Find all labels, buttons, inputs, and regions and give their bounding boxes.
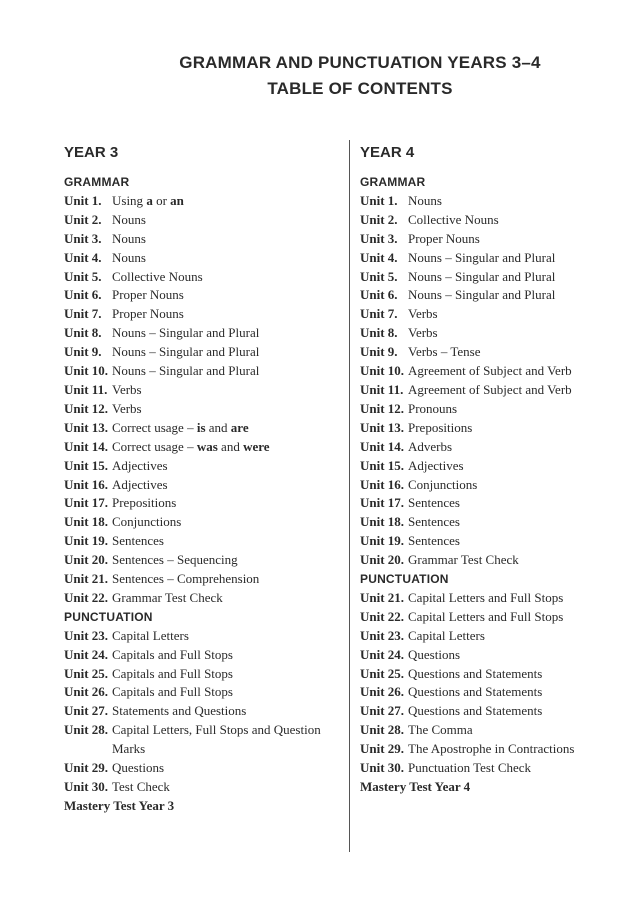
year-4-grammar-label: GRAMMAR: [360, 175, 426, 189]
unit-topic: Nouns – Singular and Plural: [408, 249, 556, 265]
unit-number: Unit 18.: [64, 514, 109, 530]
unit-topic: Verbs – Tense: [408, 344, 481, 360]
toc-entry: [64, 457, 344, 476]
unit-number: Unit 4.: [360, 249, 398, 265]
toc-entry: [360, 476, 630, 495]
unit-number: Unit 9.: [64, 344, 102, 360]
unit-topic: Grammar Test Check: [112, 589, 223, 605]
unit-number: Unit 21.: [360, 589, 405, 605]
unit-topic: Sentences – Sequencing: [112, 552, 238, 568]
toc-entry: [360, 381, 630, 400]
unit-number: Unit 27.: [64, 703, 109, 719]
toc-entry: [360, 721, 630, 740]
unit-topic: Capitals and Full Stops: [112, 684, 233, 700]
toc-entry: [64, 400, 344, 419]
toc-entry: [64, 476, 344, 495]
unit-number: Unit 8.: [64, 325, 102, 341]
unit-topic: Nouns – Singular and Plural: [408, 287, 556, 303]
unit-topic: Nouns – Singular and Plural: [112, 325, 260, 341]
unit-number: Unit 5.: [360, 268, 398, 284]
toc-entry: [360, 457, 630, 476]
unit-number: Unit 6.: [360, 287, 398, 303]
unit-topic: Marks: [112, 741, 146, 757]
unit-number: Unit 24.: [360, 646, 405, 662]
unit-number: Unit 20.: [360, 552, 405, 568]
unit-topic: Nouns: [112, 211, 146, 227]
toc-entry: [360, 362, 630, 381]
year-4-mastery-test: Mastery Test Year 4: [360, 779, 471, 794]
unit-number: Unit 6.: [64, 287, 102, 303]
unit-topic: Agreement of Subject and Verb: [408, 381, 572, 397]
unit-topic: Capital Letters: [408, 627, 485, 643]
unit-number: Unit 1.: [64, 192, 102, 208]
year-3-punctuation-list: [64, 627, 344, 797]
unit-number: Unit 17.: [64, 495, 109, 511]
unit-number: Unit 26.: [360, 684, 405, 700]
unit-number: Unit 25.: [64, 665, 109, 681]
unit-topic: Collective Nouns: [112, 268, 203, 284]
unit-number: Unit 12.: [64, 400, 109, 416]
unit-topic: Capitals and Full Stops: [112, 665, 233, 681]
unit-topic: Nouns: [112, 249, 146, 265]
unit-topic: Collective Nouns: [408, 211, 499, 227]
toc-entry: [360, 627, 630, 646]
toc-entry: [360, 665, 630, 684]
toc-entry: [64, 381, 344, 400]
unit-number: Unit 7.: [64, 306, 102, 322]
year-3-grammar-list: [64, 192, 344, 608]
toc-entry: [64, 438, 344, 457]
unit-number: Unit 23.: [64, 627, 109, 643]
toc-entry: [64, 286, 344, 305]
unit-topic: Capitals and Full Stops: [112, 646, 233, 662]
toc-entry: [64, 513, 344, 532]
toc-entry: [360, 268, 630, 287]
unit-number: Unit 17.: [360, 495, 405, 511]
toc-entry: [64, 740, 344, 759]
unit-number: Unit 28.: [360, 722, 405, 738]
unit-topic: Test Check: [112, 779, 170, 794]
toc-entry: [64, 192, 344, 211]
unit-topic: Capital Letters and Full Stops: [408, 608, 564, 624]
toc-entry: [64, 324, 344, 343]
toc-entry: [360, 400, 630, 419]
toc-entry: [360, 324, 630, 343]
unit-number: Unit 19.: [360, 533, 405, 549]
toc-entry: [64, 230, 344, 249]
unit-number: Unit 22.: [360, 608, 405, 624]
toc-entry: [64, 305, 344, 324]
unit-number: Unit 20.: [64, 552, 109, 568]
unit-number: Unit 25.: [360, 665, 405, 681]
toc-entry: [64, 646, 344, 665]
unit-number: Unit 26.: [64, 684, 109, 700]
unit-number: Unit 15.: [360, 457, 405, 473]
unit-number: Unit 9.: [360, 344, 398, 360]
title-line-2: TABLE OF CONTENTS: [267, 79, 453, 98]
unit-topic: Questions and Statements: [408, 703, 543, 719]
year-4-punctuation-list: [360, 589, 630, 778]
toc-entry: [360, 608, 630, 627]
toc-entry: [360, 759, 630, 778]
unit-number: Unit 22.: [64, 589, 109, 605]
unit-number: Unit 3.: [360, 230, 398, 246]
unit-topic: Conjunctions: [408, 476, 478, 492]
unit-topic: Correct usage – is and are: [112, 419, 249, 435]
unit-topic: Statements and Questions: [112, 703, 247, 719]
unit-topic: Adjectives: [112, 476, 168, 492]
toc-entry: [64, 362, 344, 381]
unit-topic: Grammar Test Check: [408, 552, 519, 568]
unit-topic: Correct usage – was and were: [112, 438, 270, 454]
toc-entry: [360, 343, 630, 362]
unit-topic: Questions and Statements: [408, 665, 543, 681]
toc-entry: [360, 230, 630, 249]
toc-entry: [360, 513, 630, 532]
unit-number: Unit 15.: [64, 457, 109, 473]
toc-entry: [64, 721, 344, 740]
year-4-heading: YEAR 4: [360, 144, 415, 161]
unit-topic: Sentences: [408, 533, 460, 549]
toc-entry: [64, 343, 344, 362]
unit-topic: Adjectives: [112, 457, 168, 473]
unit-number: Unit 2.: [64, 211, 102, 227]
year-3-column: [64, 143, 344, 816]
unit-number: Unit 12.: [360, 400, 405, 416]
unit-number: Unit 30.: [64, 779, 109, 794]
unit-number: Unit 24.: [64, 646, 109, 662]
unit-topic: Verbs: [408, 306, 438, 322]
unit-number: Unit 10.: [360, 363, 405, 379]
unit-number: Unit 18.: [360, 514, 405, 530]
unit-number: Unit 11.: [360, 381, 404, 397]
toc-entry: [360, 192, 630, 211]
unit-topic: Using a or an: [112, 192, 184, 208]
unit-topic: Verbs: [112, 400, 142, 416]
unit-topic: Capital Letters, Full Stops and Question: [112, 722, 321, 738]
unit-number: Unit 5.: [64, 268, 102, 284]
year-3-punctuation-label: PUNCTUATION: [64, 609, 153, 624]
unit-number: Unit 1.: [360, 192, 398, 208]
unit-topic: Nouns: [408, 192, 442, 208]
unit-topic: Proper Nouns: [112, 306, 184, 322]
unit-number: Unit 28.: [64, 722, 109, 738]
toc-entry: [360, 249, 630, 268]
unit-number: Unit 7.: [360, 306, 398, 322]
unit-topic: Nouns – Singular and Plural: [112, 344, 260, 360]
toc-entry: [360, 211, 630, 230]
unit-topic: Sentences: [408, 514, 460, 530]
unit-number: Unit 2.: [360, 211, 398, 227]
toc-entry: [64, 211, 344, 230]
toc-entry: [360, 438, 630, 457]
year-4-punctuation-label: PUNCTUATION: [360, 572, 449, 587]
unit-topic: Capital Letters and Full Stops: [408, 589, 564, 605]
unit-topic: Agreement of Subject and Verb: [408, 363, 572, 379]
unit-topic: Adjectives: [408, 457, 464, 473]
unit-topic: Capital Letters: [112, 627, 189, 643]
unit-number: Unit 29.: [360, 741, 405, 757]
unit-topic: The Apostrophe in Contractions: [408, 741, 575, 757]
unit-number: Unit 19.: [64, 533, 109, 549]
unit-topic: Nouns – Singular and Plural: [408, 268, 556, 284]
document-title: [160, 50, 560, 102]
unit-topic: Proper Nouns: [112, 287, 184, 303]
unit-number: Unit 21.: [64, 571, 109, 587]
toc-entry: [64, 589, 344, 608]
column-divider: [349, 140, 350, 852]
unit-number: Unit 10.: [64, 363, 109, 379]
unit-number: Unit 23.: [360, 627, 405, 643]
toc-entry: [64, 268, 344, 287]
toc-entry: [360, 740, 630, 759]
toc-entry: [360, 286, 630, 305]
unit-number: Unit 13.: [64, 419, 109, 435]
toc-entry: [64, 759, 344, 778]
unit-topic: Sentences – Comprehension: [112, 571, 260, 587]
toc-entry: [64, 494, 344, 513]
toc-entry: [360, 551, 630, 570]
unit-number: Unit 16.: [360, 476, 405, 492]
unit-number: Unit 4.: [64, 249, 102, 265]
toc-entry: [360, 305, 630, 324]
toc-entry: [360, 419, 630, 438]
unit-number: Unit 16.: [64, 476, 109, 492]
toc-entry: [64, 419, 344, 438]
unit-number: Unit 14.: [360, 438, 405, 454]
toc-entry: [64, 683, 344, 702]
unit-topic: Punctuation Test Check: [408, 760, 532, 776]
unit-number: Unit 8.: [360, 325, 398, 341]
unit-topic: Proper Nouns: [408, 230, 480, 246]
year-3-grammar-label: GRAMMAR: [64, 175, 130, 189]
title-line-1: GRAMMAR AND PUNCTUATION YEARS 3–4: [179, 53, 541, 72]
unit-number: Unit 13.: [360, 419, 405, 435]
unit-topic: The Comma: [408, 722, 473, 738]
unit-number: Unit 27.: [360, 703, 405, 719]
toc-entry: [360, 683, 630, 702]
toc-entry: [64, 551, 344, 570]
unit-number: Unit 29.: [64, 760, 109, 776]
toc-entry: [64, 570, 344, 589]
toc-entry: [360, 494, 630, 513]
unit-topic: Sentences: [408, 495, 460, 511]
year-4-column: [360, 143, 630, 797]
unit-topic: Nouns – Singular and Plural: [112, 363, 260, 379]
toc-entry: [64, 532, 344, 551]
unit-topic: Sentences: [112, 533, 164, 549]
unit-number: Unit 11.: [64, 381, 108, 397]
unit-topic: Questions: [408, 646, 460, 662]
toc-entry: [64, 702, 344, 721]
unit-topic: Nouns: [112, 230, 146, 246]
unit-number: Unit 30.: [360, 760, 405, 776]
toc-entry: [360, 532, 630, 551]
unit-number: Unit 14.: [64, 438, 109, 454]
unit-topic: Questions: [112, 760, 164, 776]
unit-topic: Verbs: [112, 381, 142, 397]
toc-entry: [360, 589, 630, 608]
unit-topic: Questions and Statements: [408, 684, 543, 700]
toc-entry: [64, 627, 344, 646]
unit-topic: Prepositions: [112, 495, 177, 511]
year-4-grammar-list: [360, 192, 630, 570]
year-3-heading: YEAR 3: [64, 144, 119, 161]
unit-topic: Pronouns: [408, 400, 458, 416]
toc-entry: [64, 665, 344, 684]
unit-topic: Conjunctions: [112, 514, 182, 530]
unit-topic: Verbs: [408, 325, 438, 341]
toc-entry: [64, 249, 344, 268]
toc-entry: [360, 646, 630, 665]
toc-entry: [64, 778, 344, 797]
unit-topic: Adverbs: [408, 438, 453, 454]
unit-topic: Prepositions: [408, 419, 473, 435]
unit-number: Unit 3.: [64, 230, 102, 246]
year-3-mastery-test: Mastery Test Year 3: [64, 797, 175, 813]
toc-entry: [360, 702, 630, 721]
